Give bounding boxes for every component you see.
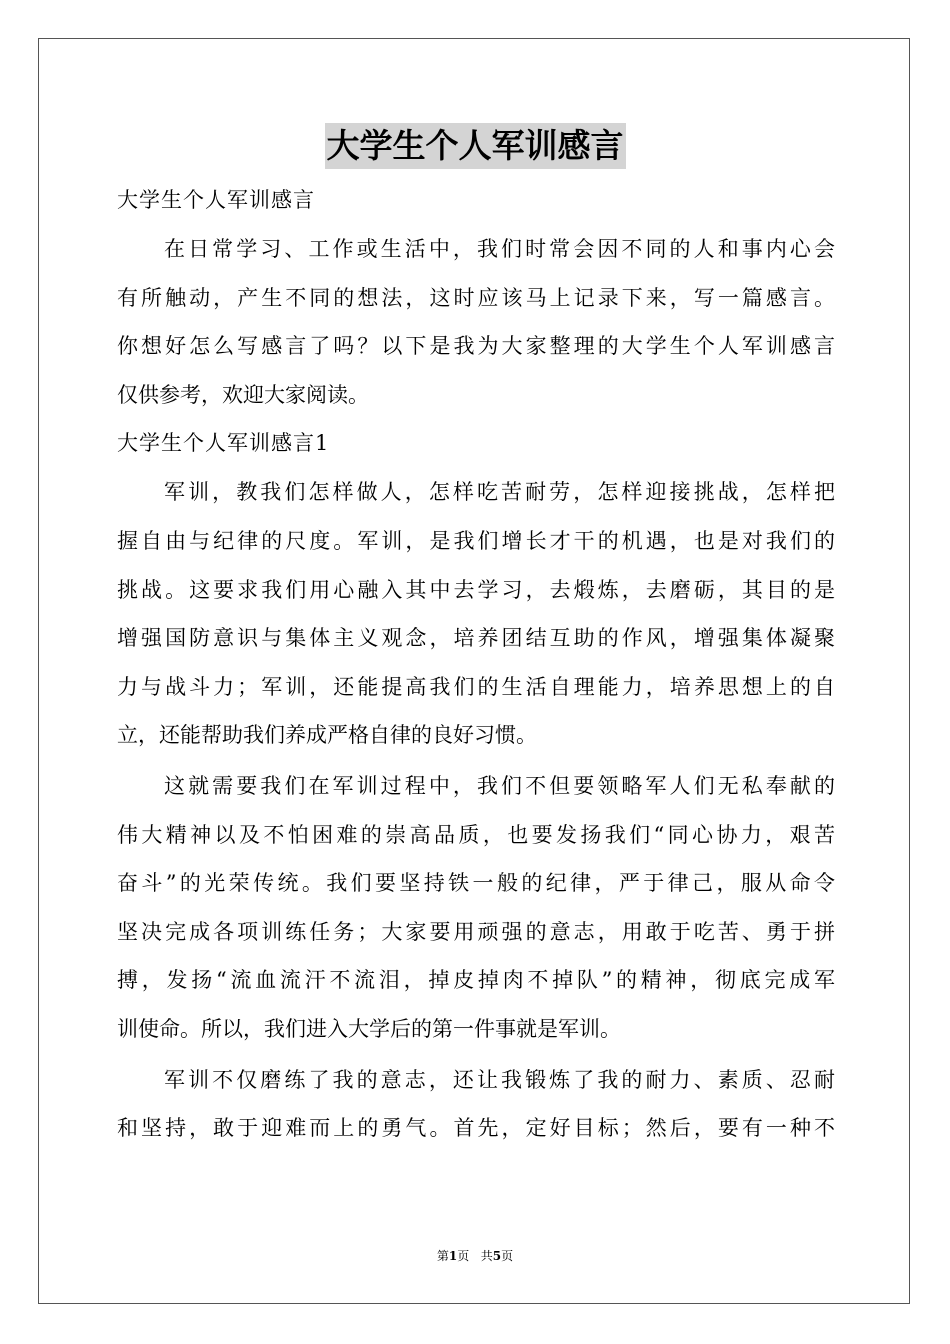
- text-line: 力与战斗力；军训，还能提高我们的生活自理能力，培养思想上的自: [117, 674, 835, 699]
- text-line: 搏，发扬“流血流汗不流泪，掉皮掉肉不掉队”的精神，彻底完成军: [117, 968, 835, 993]
- paragraph-3: [117, 1056, 835, 1153]
- total-prefix: 共: [480, 1249, 493, 1263]
- text-line: 军训不仅磨练了我的意志，还让我锻炼了我的耐力、素质、忍耐: [164, 1067, 835, 1092]
- text-line: 坚决完成各项训练任务；大家要用顽强的意志，用敢于吃苦、勇于拼: [117, 919, 835, 944]
- text-line: 增强国防意识与集体主义观念，培养团结互助的作风，增强集体凝聚: [117, 626, 835, 651]
- text-line: 仅供参考，欢迎大家阅读。: [117, 382, 369, 407]
- text-line: 奋斗”的光荣传统。我们要坚持铁一般的纪律，严于律己，服从命令: [117, 871, 835, 896]
- total-pages: 5: [492, 1249, 502, 1263]
- text-line: 伟大精神以及不怕困难的崇高品质，也要发扬我们“同心协力，艰苦: [117, 822, 835, 847]
- page-footer: [0, 1248, 950, 1264]
- text-line: 这就需要我们在军训过程中，我们不但要领略军人们无私奉献的: [164, 773, 835, 798]
- text-line: 在日常学习、工作或生活中，我们时常会因不同的人和事内心会: [164, 237, 835, 261]
- text-line: 和坚持，敢于迎难而上的勇气。首先，定好目标；然后，要有一种不: [117, 1116, 835, 1141]
- title-container: [0, 123, 950, 169]
- text-line: 握自由与纪律的尺度。军训，是我们增长才干的机遇，也是对我们的: [117, 528, 835, 553]
- section-heading: 大学生个人军训感言1: [117, 431, 330, 456]
- text-line: 挑战。这要求我们用心融入其中去学习，去煅炼，去磨砺，其目的是: [117, 577, 835, 602]
- paragraph-1: [117, 468, 835, 760]
- text-line: 有所触动，产生不同的想法，这时应该马上记录下来，写一篇感言。: [117, 285, 835, 310]
- paragraph-2: [117, 762, 835, 1054]
- text-line: 立，还能帮助我们养成严格自律的良好习惯。: [117, 723, 537, 748]
- text-line: 你想好怎么写感言了吗？以下是我为大家整理的大学生个人军训感言: [117, 334, 835, 359]
- page-number: 1: [448, 1249, 458, 1263]
- text-line: 军训，教我们怎样做人，怎样吃苦耐劳，怎样迎接挑战，怎样把: [164, 480, 835, 505]
- document-title: 大学生个人军训感言: [325, 123, 626, 169]
- intro-paragraph: [117, 225, 835, 419]
- document-body: [117, 178, 835, 1153]
- page-prefix: 第: [436, 1249, 449, 1263]
- text-line: 训使命。所以，我们进入大学后的第一件事就是军训。: [117, 1016, 621, 1041]
- document-subtitle: 大学生个人军训感言: [117, 188, 315, 212]
- total-suffix: 页: [501, 1249, 514, 1263]
- page-suffix: 页: [457, 1249, 470, 1263]
